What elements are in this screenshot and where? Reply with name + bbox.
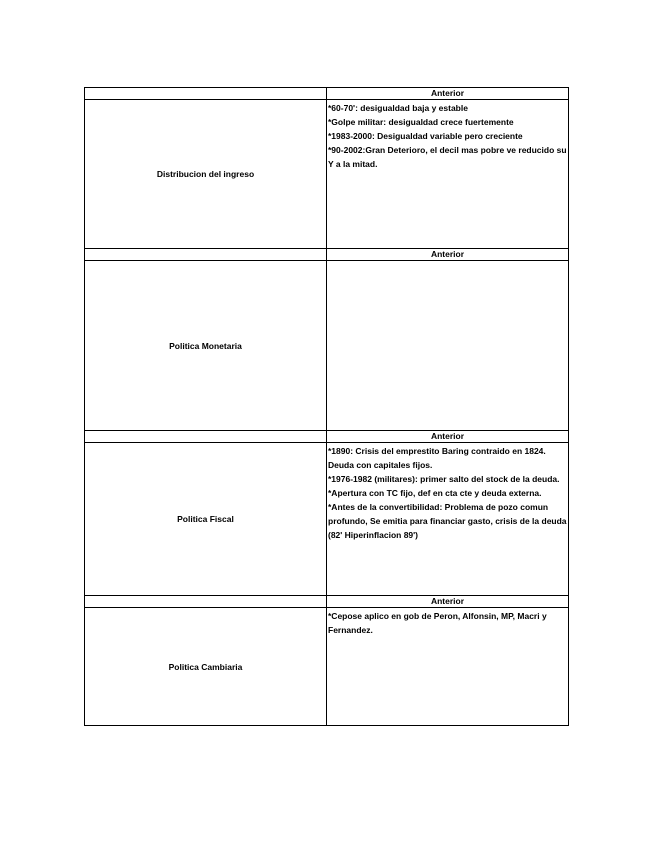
header-row — [85, 249, 569, 261]
row-label-distribucion[interactable]: Distribucion del ingreso — [85, 100, 327, 249]
comparison-table — [84, 87, 569, 726]
empty-header-cell[interactable] — [85, 596, 327, 608]
content-line: *1976-1982 (militares): primer salto del stock de la deuda. — [328, 474, 560, 484]
empty-header-cell[interactable] — [85, 88, 327, 100]
content-line: *Antes de la convertibilidad: Problema de pozo comun profundo, Se emitia para financiar gasto, crisis de la deuda (82' Hiperinflacion 89') — [328, 502, 567, 540]
content-line: *Cepose aplico en gob de Peron, Alfonsin, MP, Macri y Fernandez. — [328, 611, 547, 635]
column-header-anterior[interactable]: Anterior — [327, 596, 569, 608]
table-row — [85, 261, 569, 431]
table-row — [85, 608, 569, 726]
content-line: *60-70': desigualdad baja y estable — [328, 103, 468, 113]
content-line: *1890: Crisis del emprestito Baring contraido en 1824. Deuda con capitales fijos. — [328, 446, 546, 470]
row-label-monetaria[interactable]: Politica Monetaria — [85, 261, 327, 431]
table-row — [85, 443, 569, 596]
empty-header-cell[interactable] — [85, 431, 327, 443]
content-line: *Apertura con TC fijo, def en cta cte y deuda externa. — [328, 488, 542, 498]
content-cell-cambiaria[interactable] — [327, 608, 569, 726]
column-header-anterior[interactable]: Anterior — [327, 88, 569, 100]
content-cell-distribucion[interactable] — [327, 100, 569, 249]
spreadsheet-table — [84, 87, 569, 726]
header-row — [85, 88, 569, 100]
content-cell-fiscal[interactable] — [327, 443, 569, 596]
content-line: *90-2002:Gran Deterioro, el decil mas pobre ve reducido su Y a la mitad. — [328, 145, 567, 169]
row-label-cambiaria[interactable]: Politica Cambiaria — [85, 608, 327, 726]
column-header-anterior[interactable]: Anterior — [327, 431, 569, 443]
content-cell-monetaria[interactable] — [327, 261, 569, 431]
empty-header-cell[interactable] — [85, 249, 327, 261]
content-line: *Golpe militar: desigualdad crece fuertemente — [328, 117, 514, 127]
table-row — [85, 100, 569, 249]
content-line: *1983-2000: Desigualdad variable pero creciente — [328, 131, 523, 141]
header-row — [85, 431, 569, 443]
header-row — [85, 596, 569, 608]
row-label-fiscal[interactable]: Politica Fiscal — [85, 443, 327, 596]
column-header-anterior[interactable]: Anterior — [327, 249, 569, 261]
